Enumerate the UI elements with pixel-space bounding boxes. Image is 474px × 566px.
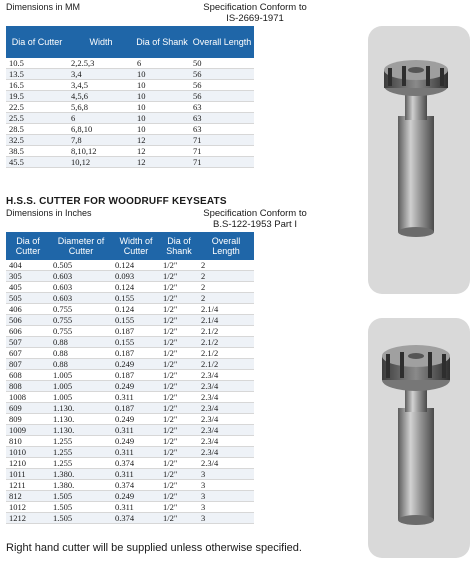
inch-table-cell: 0.187 [112,348,160,359]
inch-table-cell: 2 [198,282,254,293]
inch-table-cell: 0.88 [50,348,112,359]
inch-table-cell: 0.249 [112,359,160,370]
mm-spec-note [180,2,330,24]
inch-table-cell: 404 [6,260,50,271]
mm-spec-line2: IS-2669-1971 [226,13,284,24]
inch-table-row [6,447,254,458]
mm-table-cell: 56 [190,91,254,102]
inch-table-cell: 1/2" [160,348,198,359]
mm-table-cell: 6,8,10 [68,124,134,135]
inch-table-cell: 1/2" [160,458,198,469]
mm-col-overall-length: Overall Length [190,26,254,58]
inch-table-row [6,502,254,513]
mm-table-cell: 63 [190,113,254,124]
inch-table-row [6,337,254,348]
mm-table-cell: 63 [190,124,254,135]
inch-table-cell: 1.505 [50,491,112,502]
inch-table-row [6,491,254,502]
mm-table-row [6,157,254,168]
inch-table-cell: 0.755 [50,326,112,337]
inch-table-cell: 0.603 [50,293,112,304]
inch-table-cell: 1012 [6,502,50,513]
inch-table-cell: 1/2" [160,447,198,458]
inch-table-cell: 0.755 [50,315,112,326]
inch-table-cell: 2.3/4 [198,436,254,447]
inch-table-cell: 0.603 [50,271,112,282]
mm-col-dia-cutter: Dia of Cutter [6,26,68,58]
mm-table-cell: 10 [134,91,190,102]
inch-table-cell: 0.187 [112,370,160,381]
inch-table-cell: 807 [6,359,50,370]
mm-table-cell: 38.5 [6,146,68,157]
inch-table-cell: 0.249 [112,381,160,392]
inch-table-cell: 506 [6,315,50,326]
inch-table-cell: 1/2" [160,359,198,370]
inch-table-cell: 1.130. [50,425,112,436]
inch-table-row [6,480,254,491]
inch-table-cell: 2.3/4 [198,414,254,425]
inch-table-cell: 608 [6,370,50,381]
inch-table-cell: 1/2" [160,370,198,381]
inch-table-cell: 1/2" [160,260,198,271]
mm-table-row [6,146,254,157]
inch-table-cell: 1009 [6,425,50,436]
inch-table-cell: 2.1/2 [198,326,254,337]
inch-table-cell: 2.3/4 [198,392,254,403]
inch-table-cell: 2.3/4 [198,381,254,392]
mm-table-cell: 5,6,8 [68,102,134,113]
mm-size-table [6,26,254,168]
inch-table-cell: 2.1/2 [198,348,254,359]
cutter-photo-bottom [368,318,470,558]
mm-table-cell: 45.5 [6,157,68,168]
mm-spec-line1: Specification Conform to [203,2,307,13]
mm-table-cell: 4,5,6 [68,91,134,102]
inch-table-cell: 1.380. [50,480,112,491]
mm-table-cell: 50 [190,58,254,69]
inch-table-cell: 3 [198,469,254,480]
mm-table-cell: 13.5 [6,69,68,80]
mm-table-row [6,102,254,113]
inch-table-row [6,315,254,326]
mm-table-cell: 56 [190,69,254,80]
woodruff-cutter-image-bottom [368,318,470,558]
inch-table-cell: 405 [6,282,50,293]
inch-table-cell: 1011 [6,469,50,480]
inch-table-cell: 1.130. [50,414,112,425]
inch-table-cell: 0.124 [112,282,160,293]
mm-table-cell: 10 [134,102,190,113]
mm-col-dia-shank: Dia of Shank [134,26,190,58]
inch-table-cell: 1/2" [160,271,198,282]
inch-table-cell: 1008 [6,392,50,403]
inch-table-cell: 2.3/4 [198,447,254,458]
inch-table-cell: 1/2" [160,403,198,414]
mm-table-row [6,124,254,135]
mm-table-cell: 10 [134,69,190,80]
mm-table-cell: 7,8 [68,135,134,146]
inch-table-cell: 0.311 [112,469,160,480]
mm-table-cell: 28.5 [6,124,68,135]
inch-table-cell: 0.603 [50,282,112,293]
mm-table-cell: 2,2.5,3 [68,58,134,69]
inch-table-row [6,414,254,425]
inch-col-width-cutter: Width of Cutter [112,232,160,260]
inch-table-cell: 3 [198,513,254,524]
inch-table-cell: 2 [198,271,254,282]
inch-table-cell: 305 [6,271,50,282]
inch-table-row [6,359,254,370]
mm-table-row [6,135,254,146]
inch-table-cell: 1.255 [50,447,112,458]
inch-table-cell: 0.093 [112,271,160,282]
inch-col-dia-cutter: Dia of Cutter [6,232,50,260]
inch-table-cell: 1/2" [160,469,198,480]
mm-table-cell: 71 [190,157,254,168]
inch-table-cell: 1211 [6,480,50,491]
mm-table-cell: 56 [190,80,254,91]
mm-table-cell: 10 [134,113,190,124]
inch-col-overall-length: Overall Length [198,232,254,260]
inch-table-cell: 0.505 [50,260,112,271]
inch-table-cell: 1.380. [50,469,112,480]
mm-table-cell: 71 [190,135,254,146]
inch-table-cell: 507 [6,337,50,348]
inch-table-row [6,370,254,381]
inch-table-cell: 0.124 [112,260,160,271]
inch-table-cell: 3 [198,502,254,513]
inch-table-cell: 1/2" [160,326,198,337]
inch-table-cell: 2 [198,293,254,304]
inch-table-cell: 1.005 [50,392,112,403]
mm-table-cell: 19.5 [6,91,68,102]
inch-table-row [6,293,254,304]
inch-table-cell: 1/2" [160,513,198,524]
inch-table-cell: 1/2" [160,414,198,425]
inch-spec-line1: Specification Conform to [203,208,307,219]
inch-table-row [6,282,254,293]
mm-table-cell: 10.5 [6,58,68,69]
inch-table-cell: 0.374 [112,513,160,524]
mm-table-cell: 10,12 [68,157,134,168]
mm-table-cell: 16.5 [6,80,68,91]
inch-table-cell: 1/2" [160,436,198,447]
mm-table-row [6,80,254,91]
mm-table-row [6,58,254,69]
inch-table-cell: 812 [6,491,50,502]
inch-table-cell: 2.3/4 [198,425,254,436]
inch-size-table [6,232,254,524]
inch-table-cell: 1210 [6,458,50,469]
mm-table-cell: 12 [134,135,190,146]
inch-table-cell: 1.130. [50,403,112,414]
inch-table-cell: 2.1/4 [198,315,254,326]
section-title: H.S.S. CUTTER FOR WOODRUFF KEYSEATS [6,196,227,207]
mm-table-cell: 25.5 [6,113,68,124]
mm-table-cell: 63 [190,102,254,113]
inch-table-row [6,403,254,414]
mm-table-cell: 71 [190,146,254,157]
inch-table-cell: 406 [6,304,50,315]
inch-spec-line2: B.S-122-1953 Part I [213,219,297,230]
mm-table-cell: 12 [134,157,190,168]
inch-table-row [6,436,254,447]
inch-table-cell: 1/2" [160,480,198,491]
inch-col-dia-shank: Dia of Shank [160,232,198,260]
inch-dimensions-label: Dimensions in Inches [6,208,92,218]
inch-table-cell: 2.1/2 [198,359,254,370]
inch-table-cell: 1/2" [160,293,198,304]
inch-table-cell: 0.187 [112,403,160,414]
mm-table-cell: 12 [134,146,190,157]
inch-table-row [6,458,254,469]
mm-table-row [6,69,254,80]
mm-table-cell: 6 [134,58,190,69]
inch-table-cell: 606 [6,326,50,337]
footer-note: Right hand cutter will be supplied unless otherwise specified. [6,542,302,554]
inch-table-cell: 0.155 [112,315,160,326]
inch-table-cell: 0.124 [112,304,160,315]
inch-table-cell: 1/2" [160,282,198,293]
inch-table-row [6,326,254,337]
inch-table-cell: 1.005 [50,381,112,392]
inch-table-cell: 809 [6,414,50,425]
mm-table-cell: 8,10,12 [68,146,134,157]
inch-table-row [6,381,254,392]
inch-table-cell: 810 [6,436,50,447]
inch-table-cell: 3 [198,491,254,502]
inch-table-cell: 1/2" [160,425,198,436]
inch-table-cell: 1010 [6,447,50,458]
cutter-photo-top [368,26,470,294]
inch-table-cell: 609 [6,403,50,414]
inch-table-cell: 0.755 [50,304,112,315]
inch-table-cell: 0.249 [112,436,160,447]
mm-table-cell: 22.5 [6,102,68,113]
inch-table-body [6,260,254,524]
inch-table-cell: 2.3/4 [198,403,254,414]
inch-table-cell: 1.505 [50,502,112,513]
mm-table-cell: 3,4 [68,69,134,80]
inch-table-cell: 0.311 [112,392,160,403]
inch-table-cell: 607 [6,348,50,359]
inch-table-cell: 1.005 [50,370,112,381]
inch-table-cell: 0.155 [112,337,160,348]
inch-table-cell: 1.255 [50,436,112,447]
mm-table-cell: 32.5 [6,135,68,146]
inch-table-cell: 1.505 [50,513,112,524]
inch-spec-note [180,208,330,230]
inch-table-cell: 808 [6,381,50,392]
inch-table-cell: 0.88 [50,337,112,348]
inch-table-cell: 1212 [6,513,50,524]
inch-table-row [6,513,254,524]
mm-table-cell: 10 [134,124,190,135]
inch-table-cell: 2.1/4 [198,304,254,315]
inch-table-cell: 0.155 [112,293,160,304]
inch-table-cell: 1/2" [160,502,198,513]
mm-col-width: Width [68,26,134,58]
inch-table-cell: 1/2" [160,381,198,392]
inch-table-cell: 0.311 [112,502,160,513]
inch-table-cell: 0.311 [112,447,160,458]
inch-table-cell: 0.374 [112,458,160,469]
mm-table-row [6,113,254,124]
inch-table-row [6,271,254,282]
inch-table-cell: 1/2" [160,392,198,403]
mm-dimensions-label: Dimensions in MM [6,2,81,12]
inch-table-cell: 2 [198,260,254,271]
mm-table-cell: 10 [134,80,190,91]
inch-table-row [6,260,254,271]
inch-table-cell: 0.311 [112,425,160,436]
inch-table-cell: 3 [198,480,254,491]
inch-table-cell: 1/2" [160,315,198,326]
inch-table-row [6,425,254,436]
inch-table-cell: 505 [6,293,50,304]
inch-col-diameter-cutter: Diameter of Cutter [50,232,112,260]
inch-table-cell: 2.3/4 [198,458,254,469]
inch-table-cell: 2.3/4 [198,370,254,381]
inch-table-cell: 1/2" [160,304,198,315]
inch-table-cell: 0.249 [112,491,160,502]
inch-table-cell: 2.1/2 [198,337,254,348]
woodruff-cutter-image-top [368,26,470,294]
inch-table-row [6,348,254,359]
mm-table-body [6,58,254,168]
inch-table-cell: 0.187 [112,326,160,337]
inch-table-cell: 0.374 [112,480,160,491]
inch-table-cell: 1.255 [50,458,112,469]
inch-table-cell: 0.249 [112,414,160,425]
mm-table-cell: 6 [68,113,134,124]
inch-table-cell: 1/2" [160,337,198,348]
inch-table-cell: 1/2" [160,491,198,502]
mm-table-cell: 3,4,5 [68,80,134,91]
inch-table-cell: 0.88 [50,359,112,370]
inch-table-row [6,469,254,480]
inch-table-row [6,304,254,315]
inch-table-row [6,392,254,403]
mm-table-row [6,91,254,102]
